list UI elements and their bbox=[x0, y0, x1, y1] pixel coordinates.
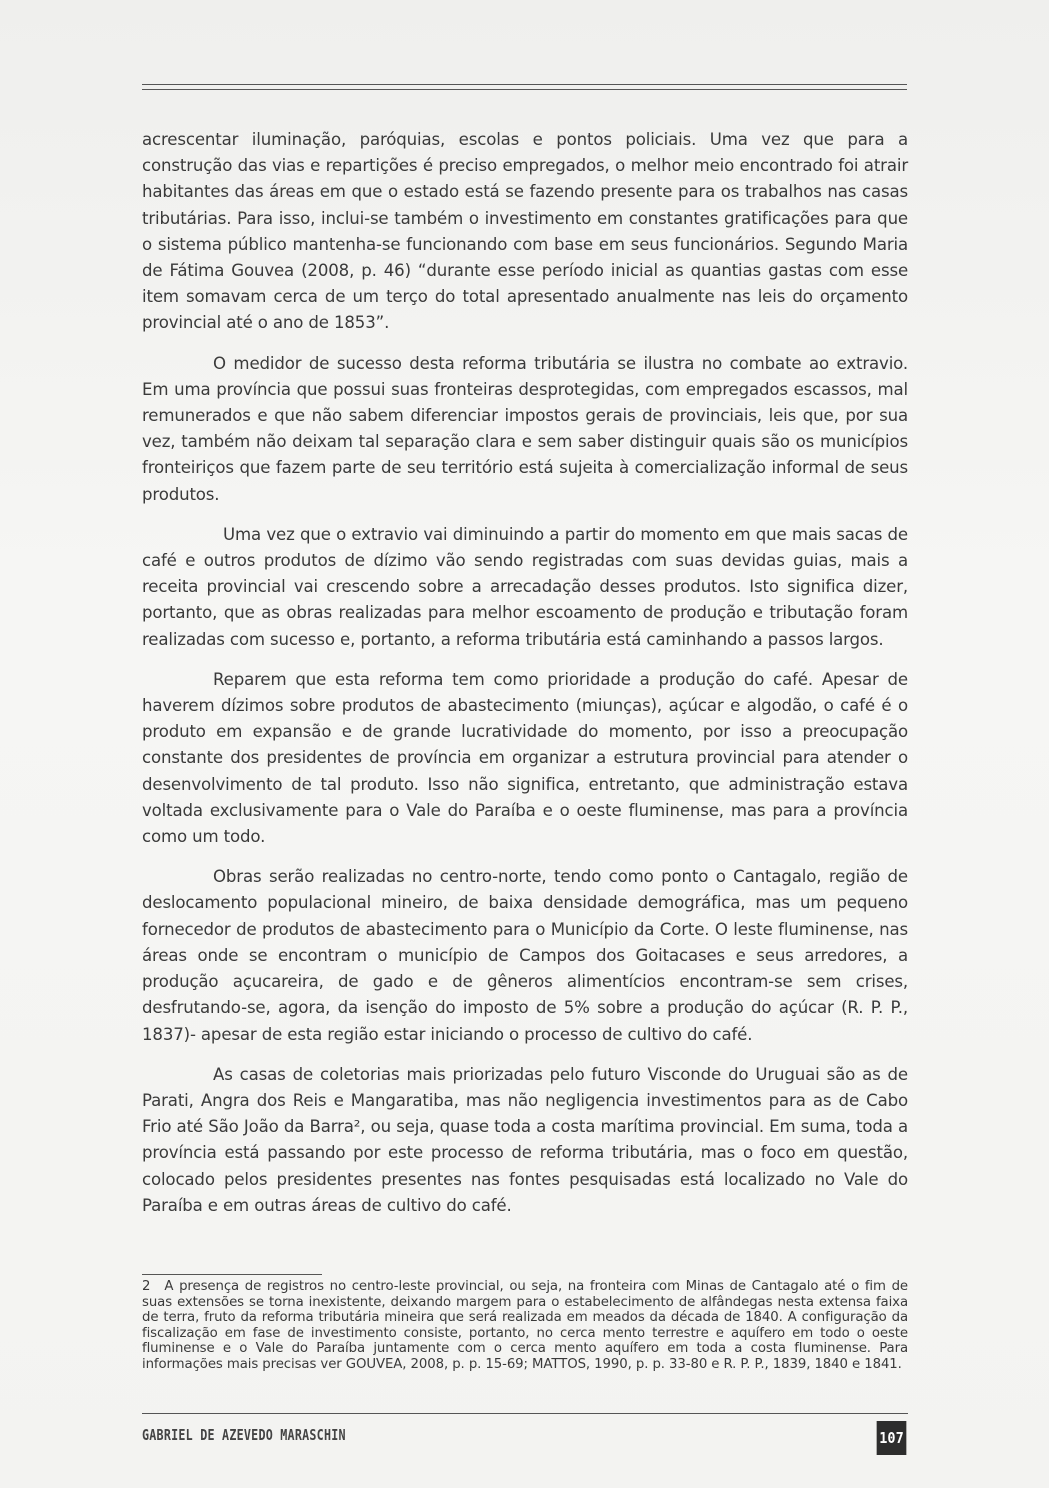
paragraph-3: Uma vez que o extravio vai diminuindo a partir do momento em que mais sacas de café e outros produtos de dízimo vão sendo registradas com suas devidas guias, mais a receita provincial vai crescendo sobre a arrecadação desses produtos. Isto significa dizer, portanto, que as obras realizadas para melhor escoamento de produção e tributação foram realizadas com sucesso e, portanto, a reforma tributária está caminhando a passos largos. bbox=[142, 524, 908, 649]
page-number-badge: 107 bbox=[877, 1421, 907, 1455]
paragraph-1: acrescentar iluminação, paróquias, escolas e pontos policiais. Uma vez que para a construção das vias e repartições é preciso empregados, o melhor meio encontrado foi atrair habitantes das áreas em que o estado está se fazendo presente para os trabalhos nas casas tributárias. Para isso, inclui-se também o investimento em constantes gratificações para que o sistema público mantenha-se funcionando com base em seus funcionários. Segundo Maria de Fátima Gouvea (2008, p. 46) “durante esse período inicial as quantias gastas com esse item somavam cerca de um terço do total apresentado anualmente nas leis do orçamento provincial até o ano de 1853”. bbox=[142, 130, 908, 333]
paragraph-6: As casas de coletorias mais priorizadas pelo futuro Visconde do Uruguai são as de Parati, Angra dos Reis e Mangaratiba, mas não negligencia investimentos para as de Cabo Frio até São João da Barra², ou seja, quase toda a costa marítima provincial. Em suma, toda a província está passando por este processo de reforma tributária, mas o foco em questão, colocado pelos presidentes presentes nas fontes pesquisadas está localizado no Vale do Paraíba e em outras áreas de cultivo do café. bbox=[142, 1064, 908, 1215]
header-double-rule bbox=[142, 84, 907, 90]
footnote-text: A presença de registros no centro-leste provincial, ou seja, na fronteira com Minas de Cantagalo até o fim de suas extensões se torna inexistente, deixando margem para o estabelecimento de alfândegas nesta extensa faixa de terra, fruto da reforma tributária mineira que será realizada em meados da década de 1840. A configuração da fiscalização em fase de investimento consiste, portanto, no cerca mento terrestre e aquífero em todo o oeste fluminense e o Vale do Paraíba juntamente com o cerca mento aquífero em toda a costa fluminense. Para informações mais precisas ver GOUVEA, 2008, p. p. 15-69; MATTOS, 1990, p. p. 33-80 e R. P. P., 1839, 1840 e 1841. bbox=[142, 1279, 908, 1372]
paragraph-2: O medidor de sucesso desta reforma tributária se ilustra no combate ao extravio. Em uma província que possui suas fronteiras desprotegidas, com empregados escassos, mal remunerados e que não sabem diferenciar impostos gerais de provinciais, leis que, por sua vez, também não deixam tal separação clara e sem saber distinguir quais são os municípios fronteiriços que fazem parte de seu território está sujeita à comercialização informal de seus produtos. bbox=[142, 353, 908, 504]
paragraph-4: Reparem que esta reforma tem como prioridade a produção do café. Apesar de haverem dízimos sobre produtos de abastecimento (miunças), açúcar e algodão, o café é o produto em expansão e de grande lucratividade do momento, por isso a preocupação constante dos presidentes de província em organizar a estrutura provincial para atender o desenvolvimento de tal produto. Isso não significa, entretanto, que administração estava voltada exclusivamente para o Vale do Paraíba e o oeste fluminense, mas para a província como um todo. bbox=[142, 669, 908, 847]
footnote-separator bbox=[142, 1274, 322, 1275]
footer-author: GABRIEL DE AZEVEDO MARASCHIN bbox=[142, 1426, 346, 1444]
footer-rule bbox=[142, 1413, 908, 1414]
footnote-number: 2 bbox=[142, 1279, 151, 1294]
body-text bbox=[142, 127, 908, 1233]
footnote bbox=[142, 1279, 908, 1373]
paragraph-5: Obras serão realizadas no centro-norte, tendo como ponto o Cantagalo, região de deslocamento populacional mineiro, de baixa densidade demográfica, mas um pequeno fornecedor de produtos de abastecimento para o Município da Corte. O leste fluminense, nas áreas onde se encontram o município de Campos dos Goitacases e seus arredores, a produção açucareira, de gado e de gêneros alimentícios encontram-se sem crises, desfrutando-se, agora, da isenção do imposto de 5% sobre a produção do açúcar (R. P. P., 1837)- apesar de esta região estar iniciando o processo de cultivo do café. bbox=[142, 867, 908, 1044]
